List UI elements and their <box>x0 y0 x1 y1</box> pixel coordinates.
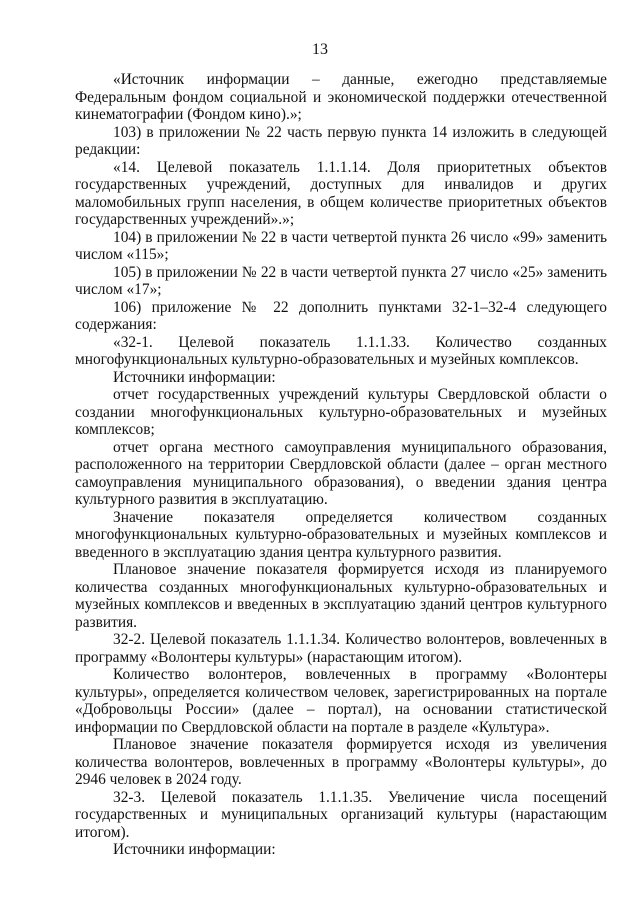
page-number: 13 <box>312 41 328 58</box>
paragraph: Плановое значение показателя формируется исходя из планируемого количества созданных многофункциональных культурно-образовательных и музейных комплексов и введенных в эксплуатацию зданий центров культурного развития. <box>75 561 607 631</box>
paragraph: 32-2. Целевой показатель 1.1.1.34. Количество волонтеров, вовлеченных в программу «Волонтеры культуры» (нарастающим итогом). <box>75 631 607 666</box>
paragraph: 32-3. Целевой показатель 1.1.1.35. Увеличение числа посещений государственных и муниципальных организаций культуры (нарастающим итогом). <box>75 788 607 841</box>
paragraph: Плановое значение показателя формируется исходя из увеличения количества волонтеров, вовлеченных в программу «Волонтеры культуры», до 2946 человек в 2024 году. <box>75 736 607 788</box>
paragraph: 105) в приложении № 22 в части четвертой пункта 27 число «25» заменить числом «17»; <box>75 263 607 298</box>
paragraph: отчет государственных учреждений культуры Свердловской области о создании многофункциональных культурно-образовательных и музейных комплексов; <box>75 386 607 438</box>
paragraph: «Источник информации – данные, ежегодно представляемые Федеральным фондом социальной и экономической поддержки отечественной кинематографии (Фондом кино).»; <box>75 71 607 123</box>
paragraph: «14. Целевой показатель 1.1.1.14. Доля приоритетных объектов государственных учреждений, доступных для инвалидов и других маломобильных групп населения, в общем количестве приоритетных объектов государственных учреждений».»; <box>75 158 607 228</box>
paragraph: Значение показателя определяется количеством созданных многофункциональных культурно-образовательных и музейных комплексов и введенного в эксплуатацию здания центра культурного развития. <box>75 508 607 561</box>
paragraph: 104) в приложении № 22 в части четвертой пункта 26 число «99» заменить числом «115»; <box>75 228 607 263</box>
document-body <box>75 71 607 859</box>
paragraph: 106) приложение № 22 дополнить пунктами 32-1–32-4 следующего содержания: <box>75 298 607 333</box>
paragraph: Источники информации: <box>113 841 276 858</box>
paragraph: 103) в приложении № 22 часть первую пункта 14 изложить в следующей редакции: <box>75 123 607 158</box>
paragraph: «32-1. Целевой показатель 1.1.1.33. Количество созданных многофункциональных культурно-образовательных и музейных комплексов. <box>75 333 607 368</box>
paragraph: Источники информации: <box>113 368 276 386</box>
paragraph: Количество волонтеров, вовлеченных в программу «Волонтеры культуры», определяется количеством человек, зарегистрированных на портале «Добровольцы России» (далее – портал), на основании статистической информации по Свердловской области на портале в разделе «Культура». <box>75 666 607 736</box>
paragraph: отчет органа местного самоуправления муниципального образования, расположенного на территории Свердловской области (далее – орган местного самоуправления муниципального образования), о введении здания центра культурного развития в эксплуатацию. <box>75 438 607 508</box>
